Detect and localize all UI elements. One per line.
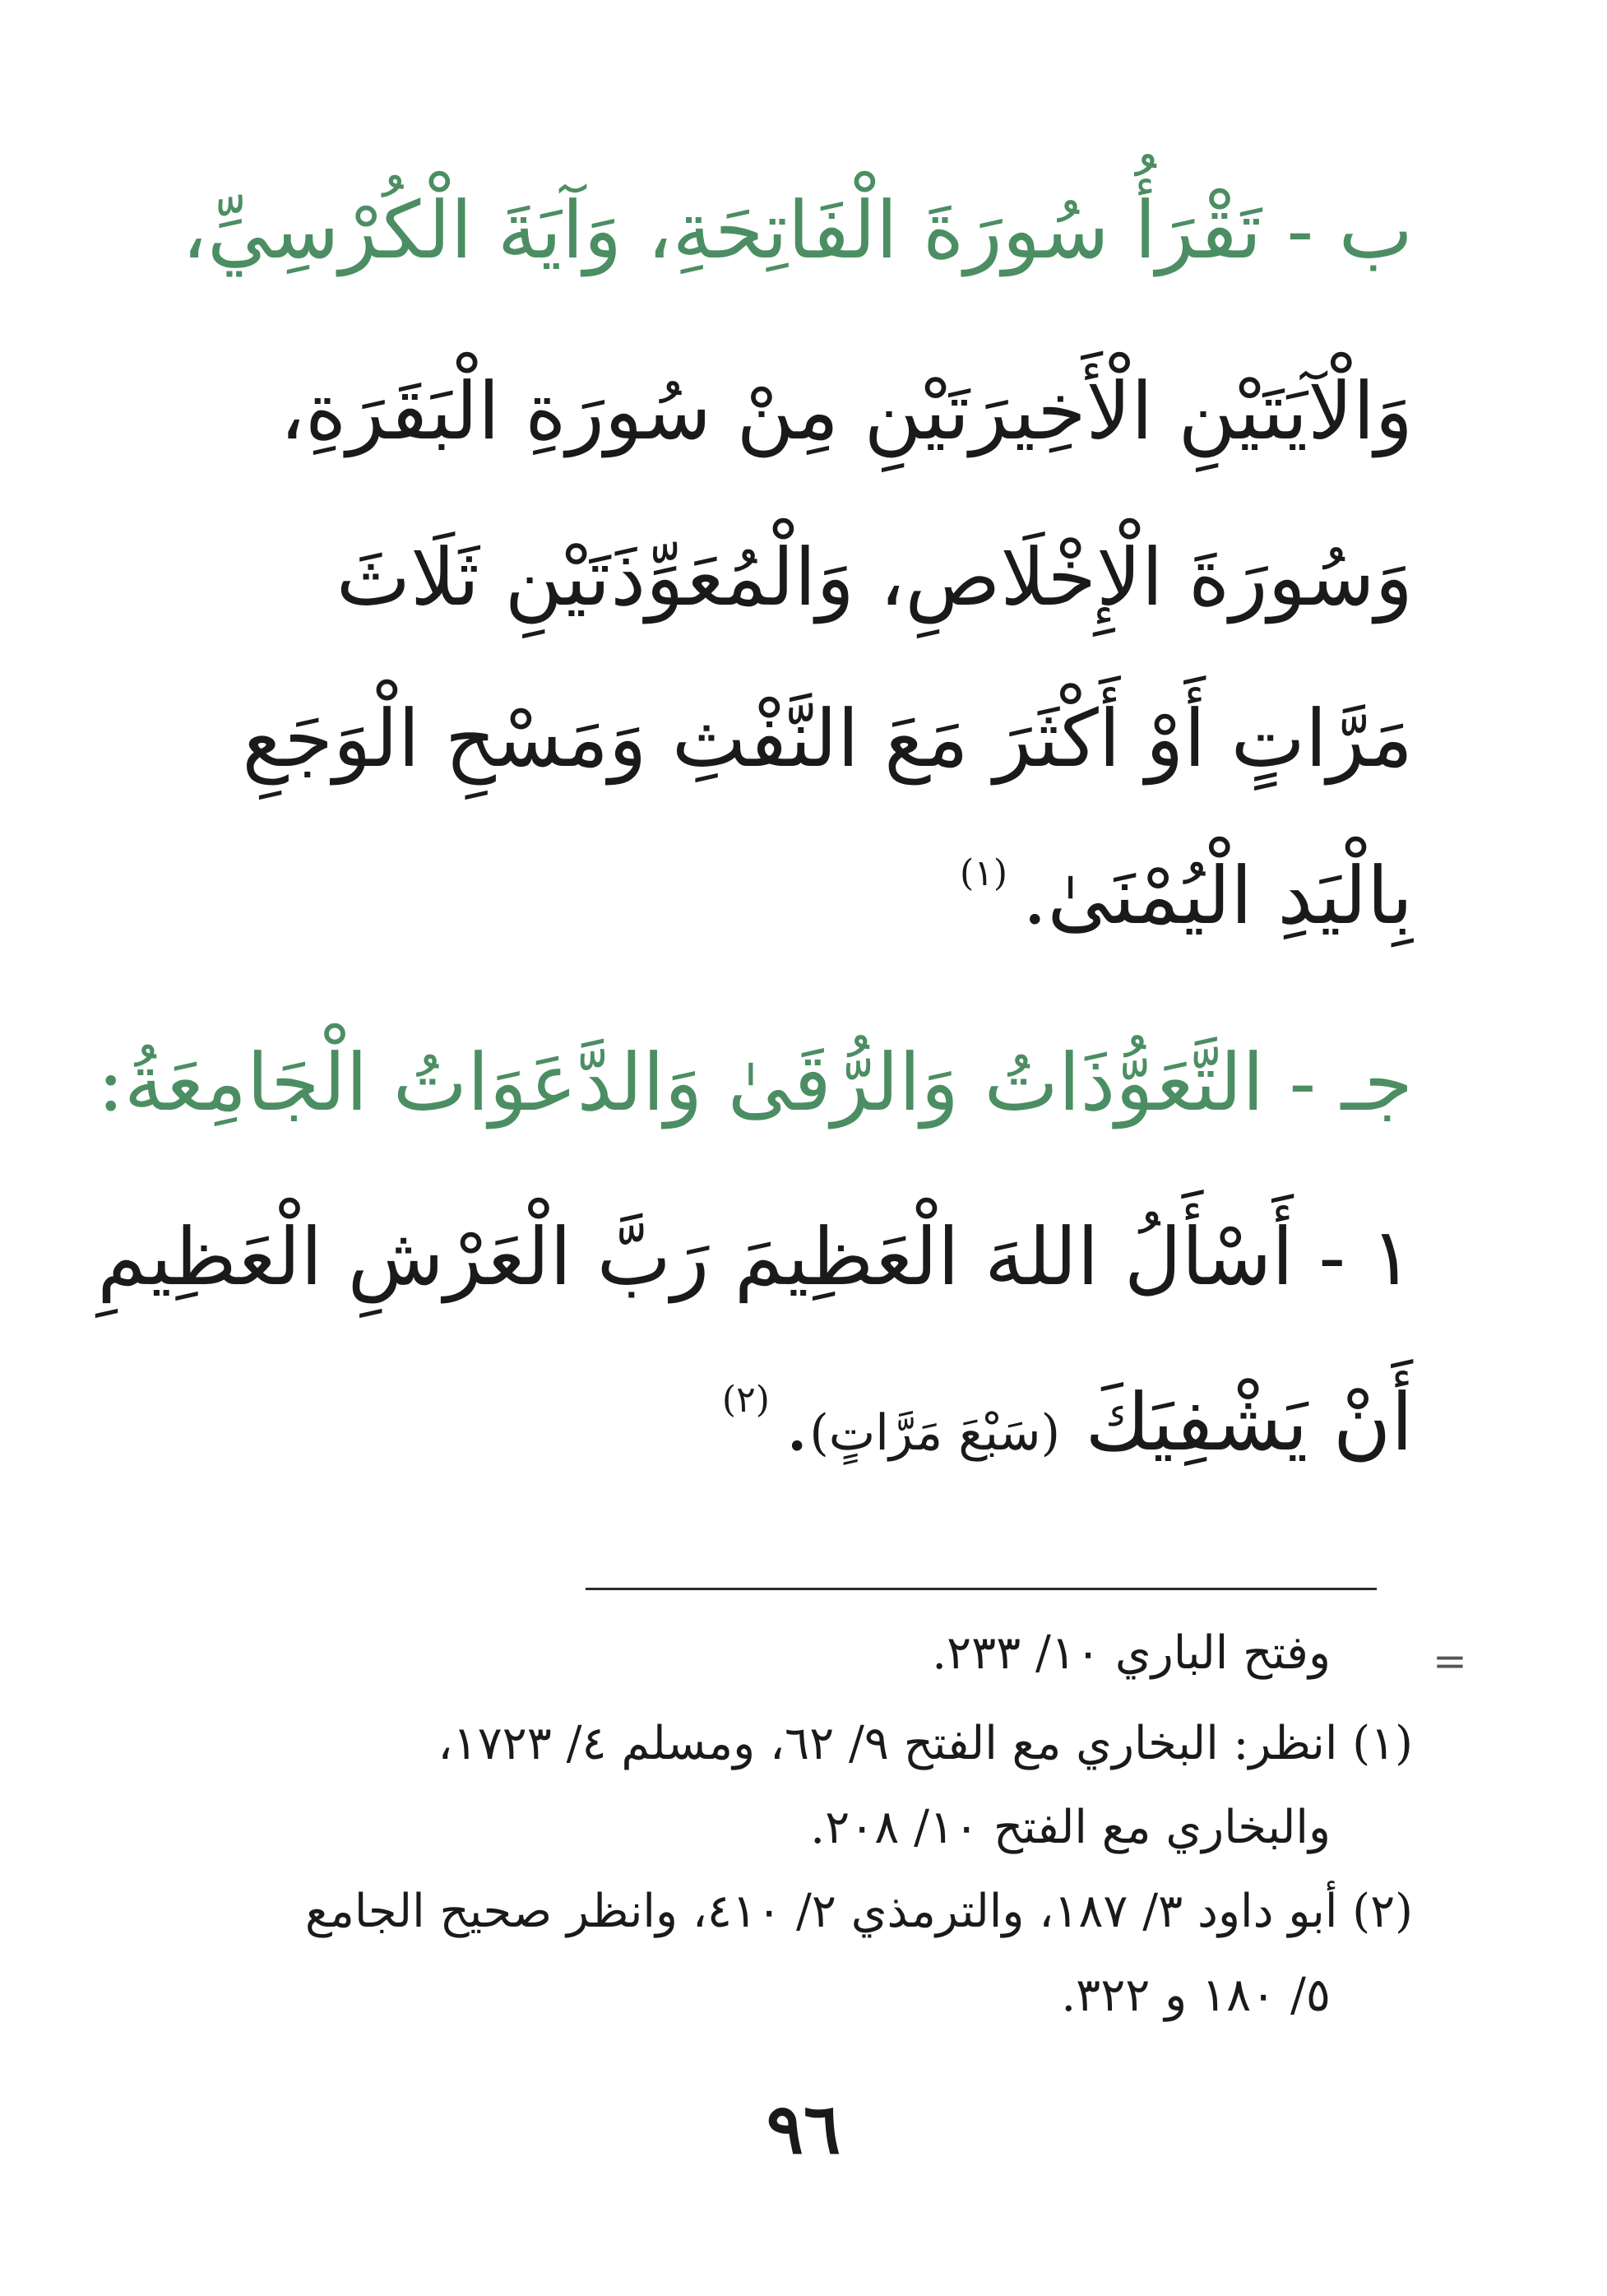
footnote-ref-2: (٢): [721, 1379, 770, 1421]
footnote-2-line-2: ٥/ ١٨٠ و ٣٢٢.: [1061, 1969, 1331, 2022]
section-c-heading: جـ - التَّعَوُّذَاتُ وَالرُّقَىٰ وَالدَّعَوَاتُ الْجَامِعَةُ:: [97, 1037, 1413, 1129]
section-c-item-1-line-2: [194, 1376, 1413, 1468]
section-b-line-1: وَالْآيَتَيْنِ الْأَخِيرَتَيْنِ مِنْ سُورَةِ الْبَقَرَةِ،: [280, 365, 1413, 457]
footnote-1-line-1: (١) انظر: البخاري مع الفتح ٩/ ٦٢، ومسلم ٤/ ١٧٢٣،: [438, 1717, 1413, 1770]
footnote-separator: [586, 1588, 1377, 1590]
footnote-ref-1: (١): [960, 852, 1008, 894]
section-b-line-4: [194, 850, 1413, 942]
section-b-line-4-text: بِالْيَدِ الْيُمْنَىٰ.: [1022, 850, 1413, 942]
page-number: ٩٦: [766, 2088, 841, 2169]
section-c-item-1-line-1: ١ - أَسْأَلُ اللهَ الْعَظِيمَ رَبَّ الْعَرْشِ الْعَظِيمِ: [97, 1211, 1413, 1303]
footnote-1-line-2: والبخاري مع الفتح ١٠/ ٢٠٨.: [810, 1801, 1331, 1854]
item-1-text: أَنْ يَشْفِيَكَ: [1085, 1376, 1413, 1468]
item-1-end-mark: .: [784, 1376, 810, 1468]
footnote-continuation: وفتح الباري ١٠/ ٢٣٣.: [932, 1626, 1331, 1680]
section-b-line-3: مَرَّاتٍ أَوْ أَكْثَرَ مَعَ النَّفْثِ وَمَسْحِ الْوَجَعِ: [242, 693, 1413, 785]
section-b-line-2: وَسُورَةَ الْإِخْلَاصِ، وَالْمُعَوِّذَتَيْنِ ثَلَاثَ: [336, 531, 1413, 624]
item-1-repetition-note: (سَبْعَ مَرَّاتٍ): [809, 1404, 1060, 1462]
section-b-heading: ب - تَقْرَأُ سُورَةَ الْفَاتِحَةِ، وَآيَةَ الْكُرْسِيِّ،: [182, 184, 1413, 276]
continuation-mark: =: [1433, 1637, 1467, 1685]
footnote-2-line-1: (٢) أبو داود ٣/ ١٨٧، والترمذي ٢/ ٤١٠، وانظر صحيح الجامع: [305, 1885, 1413, 1938]
